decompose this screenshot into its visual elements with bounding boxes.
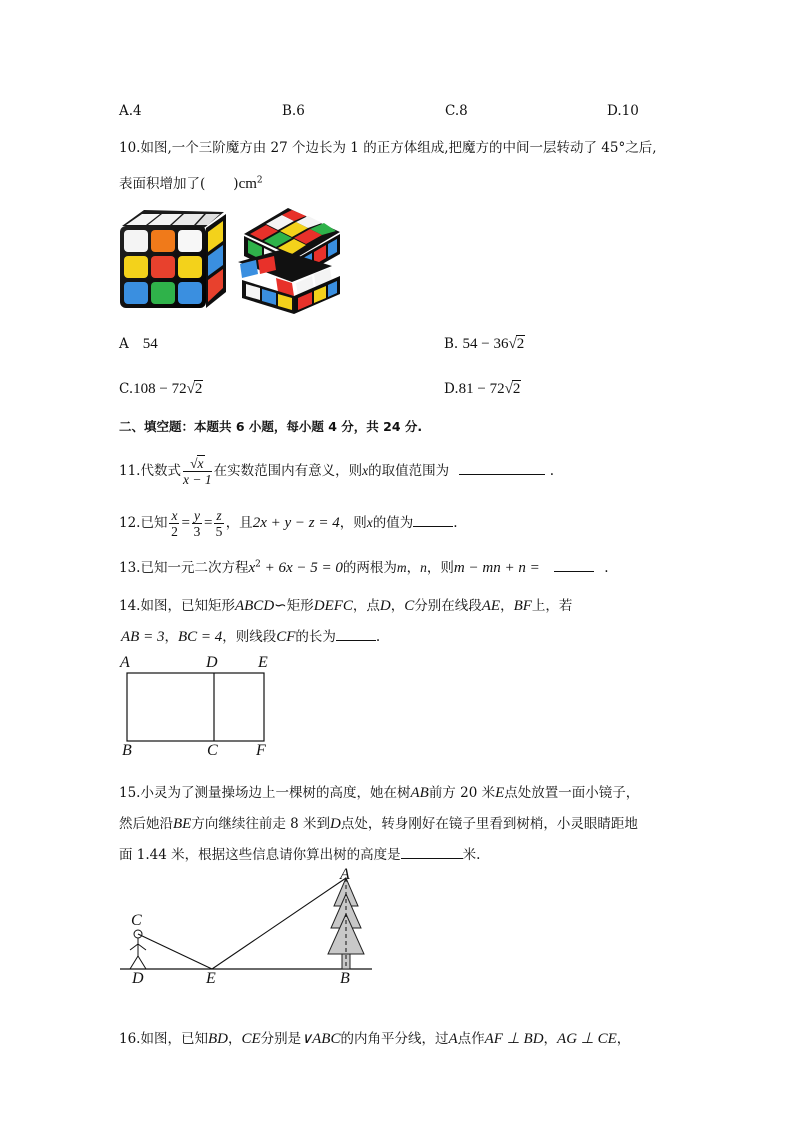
- sqrt-arg: 2: [512, 381, 521, 397]
- q10-option-b-value: 54 − 36: [462, 336, 509, 352]
- q16-bd: BD: [207, 1031, 228, 1047]
- q10-option-d: [444, 381, 521, 398]
- q15-ab: AB: [410, 785, 429, 801]
- q9-option-a: A.4: [119, 103, 142, 119]
- q15-l3-prefix: 面 1.44 米，根据这些信息请你算出树的高度是: [119, 847, 401, 863]
- q10-option-b-label: B.: [444, 336, 459, 352]
- q15-label-c: C: [131, 912, 142, 929]
- q14-rect1: ABCD: [234, 598, 275, 614]
- q12-eq1: =: [181, 515, 190, 531]
- q15-l3-suffix: 米.: [462, 847, 481, 863]
- q9-option-c: C.8: [445, 103, 468, 119]
- q10-option-b: [444, 336, 525, 353]
- q14-label-a: A: [120, 654, 130, 671]
- q14-label-e: E: [258, 654, 268, 671]
- twisted-rubiks-cube-image: [236, 206, 346, 314]
- q14-label-c: C: [207, 742, 218, 759]
- q14-ab: AB = 3: [121, 629, 165, 645]
- q11-var: x: [362, 463, 369, 478]
- q10-line2-text: 表面积增加了(: [119, 176, 206, 192]
- rubiks-cube-image: [116, 206, 228, 310]
- q14-suffix: 的长为: [295, 629, 336, 645]
- q11-denominator: x − 1: [182, 472, 212, 487]
- q16-comma2: ，: [543, 1031, 558, 1047]
- q14-sim: ∽: [274, 598, 287, 614]
- q12: [119, 503, 458, 543]
- q12-suffix: ，则: [339, 515, 367, 531]
- q14-answer-blank[interactable]: [336, 628, 376, 641]
- q13-eq-exp: 2: [255, 559, 261, 570]
- q16-comma: ，: [227, 1031, 242, 1047]
- q15-be: BE: [173, 816, 192, 832]
- q15-label-b: B: [340, 970, 350, 987]
- q15-label-e: E: [206, 970, 216, 987]
- q12-var: x: [366, 515, 373, 530]
- q12-end: .: [453, 515, 458, 531]
- q13: [119, 556, 609, 577]
- q14-label-f: F: [256, 742, 266, 759]
- q14-prefix: 14.如图，已知矩形: [119, 598, 235, 614]
- q16-af: AF ⊥ BD: [484, 1031, 544, 1047]
- q14-line2: [121, 625, 380, 646]
- q16-ce: CE: [241, 1031, 261, 1047]
- q15-line2: [119, 812, 638, 833]
- sqrt-symbol: √: [190, 456, 198, 471]
- q14-bc: BC = 4: [177, 629, 223, 645]
- q13-eq-a: x: [248, 560, 256, 576]
- q14-seg-bf: BF: [513, 598, 532, 614]
- q10-option-d-value: 81 − 72: [458, 381, 505, 397]
- q14-label-b: B: [122, 742, 132, 759]
- q10-option-c-value: 108 − 72: [133, 381, 187, 397]
- q11: [119, 450, 554, 492]
- q10-option-c: [119, 381, 203, 398]
- q14-comma: ，: [390, 598, 405, 614]
- q14-comma2: ，: [500, 598, 514, 614]
- q15-figure-lines: [116, 866, 376, 990]
- q14-rect2: DEFC: [313, 598, 353, 614]
- q16-prefix: 16.如图，已知: [119, 1031, 208, 1047]
- sqrt-symbol: √: [186, 381, 195, 397]
- q16-ag: AG ⊥ CE: [557, 1031, 617, 1047]
- q10-line1: 10.如图,一个三阶魔方由 27 个边长为 1 的正方体组成,把魔方的中间一层转动了 45°之后,: [119, 140, 657, 156]
- sqrt-symbol: √: [508, 336, 517, 352]
- q14-line1: [119, 594, 572, 615]
- q15-d: D: [330, 816, 341, 832]
- q13-suffix: ，则: [426, 560, 454, 576]
- q15-answer-blank[interactable]: [401, 846, 463, 859]
- q13-comma: ，: [406, 560, 421, 576]
- q12-middle: ，且: [225, 515, 253, 531]
- q14-mid3: 分别在线段: [414, 598, 482, 614]
- q12-suffix2: 的值为: [372, 515, 414, 531]
- q16: [119, 1027, 630, 1048]
- q13-prefix: 13.已知一元二次方程: [119, 560, 249, 576]
- q14-point-d: D: [379, 598, 391, 614]
- q16-mid3: 点作: [457, 1031, 485, 1047]
- sqrt-arg: 2: [516, 336, 525, 352]
- q10-line2: [119, 172, 263, 193]
- q15-e: E: [495, 785, 505, 801]
- q16-triangle: ∨ABC: [301, 1031, 341, 1047]
- q10-option-a-value: 54: [142, 336, 158, 352]
- q13-expr: m − mn + n =: [453, 560, 540, 576]
- q10-option-d-label: D.: [444, 381, 459, 397]
- q13-middle: 的两根为: [342, 560, 397, 576]
- q12-f3-den: 5: [215, 524, 223, 539]
- q12-f1-den: 2: [171, 524, 178, 539]
- q10-option-a: [119, 336, 158, 353]
- q14-tail: 上，若: [531, 598, 573, 614]
- q16-mid: 分别是: [260, 1031, 302, 1047]
- q15-l1-mid: 前方 20 米: [428, 785, 496, 801]
- q12-prefix: 12.已知: [119, 515, 168, 531]
- sqrt-arg: 2: [194, 381, 203, 397]
- q15-label-d: D: [132, 970, 144, 987]
- q13-answer-blank[interactable]: [554, 559, 594, 572]
- q14-label-d: D: [206, 654, 218, 671]
- q11-end: .: [549, 463, 554, 479]
- q13-n: n: [420, 560, 427, 575]
- q14-seg-ae: AE: [481, 598, 501, 614]
- q14-mid2: ，点: [352, 598, 380, 614]
- q10-paren-close: ): [233, 176, 239, 192]
- q11-numerator: x: [197, 456, 204, 471]
- q13-eq-b: + 6x − 5 = 0: [260, 560, 343, 576]
- q12-eq2: =: [203, 515, 213, 531]
- q15-line3: [119, 843, 480, 863]
- q11-prefix: 11.代数式: [119, 463, 181, 479]
- sqrt-symbol: √: [504, 381, 513, 397]
- q10-option-c-label: C.: [119, 381, 134, 397]
- q15-l2-mid: 方向继续往前走 8 米到: [191, 816, 330, 832]
- q11-middle: 在实数范围内有意义，则: [213, 463, 363, 479]
- q16-a: A: [448, 1031, 458, 1047]
- q15-line1: [119, 781, 639, 802]
- q10-option-a-label: A: [119, 336, 129, 352]
- q14-seg-cf: CF: [276, 629, 296, 645]
- q14-point-c: C: [404, 598, 415, 614]
- q13-m: m: [396, 560, 407, 575]
- q14-end: .: [375, 629, 381, 645]
- q15-l1-suffix: 点处放置一面小镜子，: [504, 785, 640, 801]
- q15-tree-figure: [116, 866, 376, 990]
- q15-l1-prefix: 15.小灵为了测量操场边上一棵树的高度，她在树: [119, 785, 411, 801]
- q9-option-b: B.6: [282, 103, 305, 119]
- q14-middle: 矩形: [286, 598, 314, 614]
- q12-f1-num: x: [171, 508, 178, 523]
- q14-mid: ，则线段: [222, 629, 277, 645]
- q12-f3-num: z: [216, 508, 222, 523]
- q16-mid2: 的内角平分线，过: [340, 1031, 449, 1047]
- q13-end: .: [604, 560, 609, 576]
- q9-option-d: D.10: [607, 103, 639, 119]
- q15-l2-prefix: 然后她沿: [119, 816, 173, 832]
- q12-f2-num: y: [193, 508, 200, 523]
- q12-f2-den: 3: [193, 524, 201, 539]
- q16-end: ，: [616, 1031, 631, 1047]
- q11-answer-blank[interactable]: [459, 462, 545, 475]
- q15-label-a: A: [340, 866, 350, 883]
- q11-suffix: 的取值范围为: [368, 463, 450, 479]
- q14-sep: ，: [164, 629, 178, 645]
- q12-answer-blank[interactable]: [413, 514, 453, 527]
- q10-unit: cm: [238, 176, 257, 192]
- q10-unit-exp: 2: [256, 175, 263, 186]
- q15-l2-suffix: 点处，转身刚好在镜子里看到树梢，小灵眼睛距地: [340, 816, 638, 832]
- q14-rectangle-figure: [116, 652, 276, 762]
- q12-equation: 2x + y − z = 4: [252, 515, 340, 531]
- section-heading: 二、填空题：本题共 6 小题，每小题 4 分，共 24 分.: [119, 419, 423, 434]
- q14-rectangle-lines: [116, 652, 276, 762]
